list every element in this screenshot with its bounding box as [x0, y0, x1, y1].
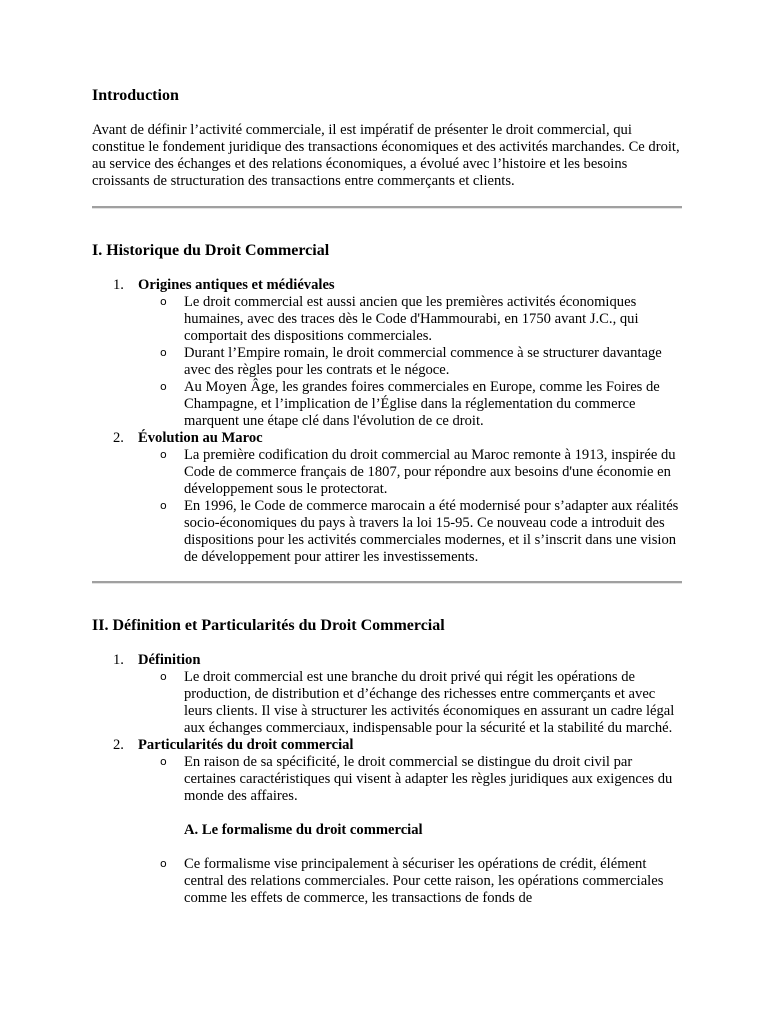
- section-2-heading: II. Définition et Particularités du Droit Commercial: [92, 617, 445, 634]
- bullet-item: [138, 754, 682, 805]
- bullet-icon: o: [160, 755, 167, 768]
- bullet-icon: o: [160, 670, 167, 683]
- list-item: [92, 277, 682, 430]
- item-title: Évolution au Maroc: [138, 430, 263, 446]
- bullet-text: La première codification du droit commercial au Maroc remonte à 1913, inspirée du Code de commerce français de 1807, pour répondre aux besoins d'une économie en développement sous le protectorat.: [184, 447, 676, 497]
- bullet-text: En 1996, le Code de commerce marocain a été modernisé pour s’adapter aux réalités socio-économiques du pays à travers la loi 15-95. Ce nouveau code a introduit des dispositions pour les activités commerciales modernes, et il s’inscrit dans une vision de développement pour attirer les investissements.: [184, 498, 679, 565]
- bullet-list: [138, 447, 682, 566]
- item-number: 1.: [113, 277, 124, 293]
- bullet-icon: o: [160, 295, 167, 308]
- bullet-text: Le droit commercial est une branche du droit privé qui régit les opérations de production, de distribution et d’échange des richesses entre commerçants et avec leurs clients. Il vise à structurer les activités économiques en assurant un cadre légal aux échanges commerciaux, indispensable pour la sécurité et la stabilité du marché.: [184, 669, 675, 736]
- bullet-icon: o: [160, 448, 167, 461]
- bullet-item: [138, 379, 682, 430]
- section-2-list: [92, 652, 682, 907]
- bullet-icon: o: [160, 499, 167, 512]
- item-title: Particularités du droit commercial: [138, 737, 354, 753]
- document-body: [92, 86, 682, 907]
- item-title: Origines antiques et médiévales: [138, 277, 335, 293]
- bullet-text: Ce formalisme vise principalement à sécuriser les opérations de crédit, élément central des relations commerciales. Pour cette raison, les opérations commerciales comme les effets de commerce, les transactions de fonds de: [184, 856, 664, 906]
- bullet-icon: o: [160, 380, 167, 393]
- section-1-list: [92, 277, 682, 566]
- bullet-list: [138, 294, 682, 430]
- bullet-text: Le droit commercial est aussi ancien que les premières activités économiques humaines, avec des traces dès le Code d'Hammourabi, en 1750 avant J.C., qui comportait des dispositions commerciales.: [184, 294, 639, 344]
- bullet-item: [138, 498, 682, 566]
- list-item: [92, 430, 682, 566]
- item-number: 2.: [113, 430, 124, 446]
- introduction-heading: Introduction: [92, 87, 179, 104]
- bullet-list: [138, 856, 682, 907]
- bullet-item: [138, 345, 682, 379]
- list-item: [92, 652, 682, 737]
- item-title: Définition: [138, 652, 201, 668]
- bullet-list: [138, 669, 682, 737]
- bullet-text: En raison de sa spécificité, le droit commercial se distingue du droit civil par certaines caractéristiques qui visent à adapter les règles juridiques aux exigences du monde des affaires.: [184, 754, 673, 804]
- bullet-item: [138, 294, 682, 345]
- introduction-paragraph: Avant de définir l’activité commerciale, il est impératif de présenter le droit commercial, qui constitue le fondement juridique des transactions économiques et des activités marchandes. Ce droit, au service des échanges et des relations économiques, a évolué avec l’histoire et les besoins croissants de structuration des transactions entre commerçants et clients.: [92, 122, 680, 189]
- item-number: 1.: [113, 652, 124, 668]
- bullet-list: [138, 754, 682, 805]
- horizontal-divider: [92, 206, 682, 209]
- list-item: [92, 737, 682, 907]
- bullet-icon: o: [160, 857, 167, 870]
- horizontal-divider: [92, 581, 682, 584]
- bullet-item: [138, 669, 682, 737]
- bullet-text: Durant l’Empire romain, le droit commercial commence à se structurer davantage avec des règles pour les contrats et le négoce.: [184, 345, 662, 378]
- bullet-text: Au Moyen Âge, les grandes foires commerciales en Europe, comme les Foires de Champagne, et l’implication de l’Église dans la réglementation du commerce marquent une étape clé dans l'évolution de ce droit.: [184, 379, 660, 429]
- item-number: 2.: [113, 737, 124, 753]
- bullet-item: [138, 447, 682, 498]
- bullet-item: [138, 856, 682, 907]
- section-1-heading: I. Historique du Droit Commercial: [92, 242, 330, 259]
- bullet-icon: o: [160, 346, 167, 359]
- subsection-heading: A. Le formalisme du droit commercial: [184, 822, 423, 838]
